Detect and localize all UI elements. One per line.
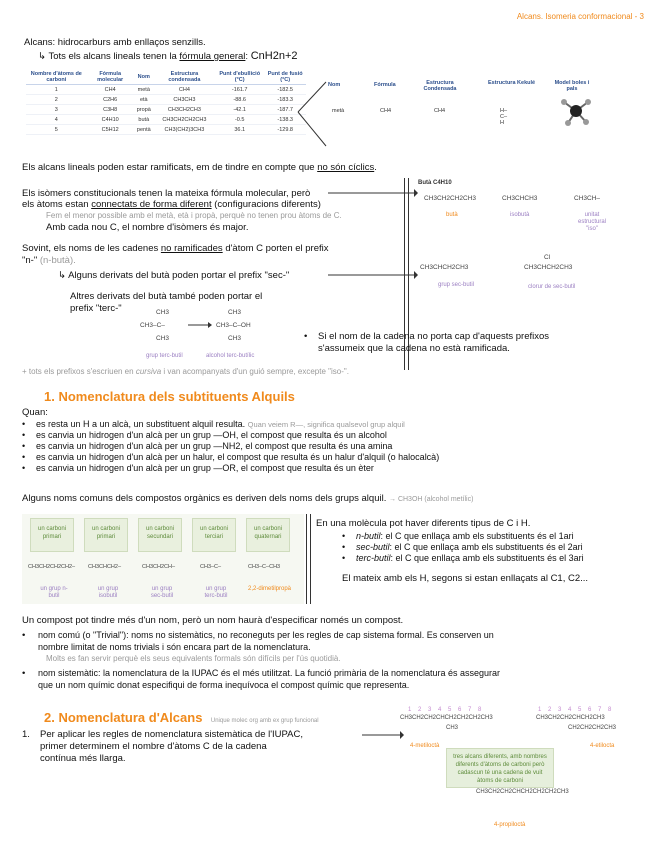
tert-formula: CH3 — [156, 335, 170, 342]
arrow-icon — [362, 730, 404, 740]
naming-bullet-common-line2: nombre limitat de noms trivials i són encara part de la nomenclatura. — [38, 642, 311, 652]
table-row: 4 C4H10 butà CH3CH2CH2CH3 -0.5 -138.3 — [26, 115, 306, 125]
carbon-card: un carboni quaternari — [246, 518, 290, 552]
tert-note-line2: s'assumeix que la cadena no està ramificada. — [318, 343, 510, 354]
tert-formula: CH3–C– — [140, 322, 165, 329]
section-label: Quan: — [22, 407, 48, 418]
common-names-note: Alguns noms comuns dels compostos orgànics es deriven dels noms dels grups alquil. → CH3OH (alcohol metílic) — [22, 493, 474, 504]
sec-butyl-formula: CH3CHCH2CH3 — [420, 264, 469, 271]
branched-note: Els alcans lineals poden estar ramificats, em de tindre en compte que no són cíclics. — [22, 162, 377, 173]
iso-unit-formula: CH3CH– — [574, 195, 601, 202]
arrow-icon: ↳ — [58, 270, 66, 281]
propyl-octane-label: 4-propiloctà — [494, 822, 526, 828]
list-item: • es canvia un hidrogen d'un alcà per un grup —NH2, el compost que resulta és una amina — [22, 441, 439, 452]
carbon-group-label: un grup sec-butil — [150, 586, 174, 599]
chloride-cl: Cl — [544, 254, 551, 261]
comparison-box: tres alcans diferents, amb nombres diferents d'àtoms de carboni però cadascun té una cadena de vuit àtoms de carboni — [446, 748, 554, 788]
column-header: Nombre d'àtoms de carboni — [26, 70, 87, 85]
tert-line2: prefix "terc-" — [70, 303, 122, 314]
carbon-card: un carboni primari — [84, 518, 128, 552]
divider — [306, 514, 307, 604]
table-header-row — [26, 70, 306, 85]
list-item: • sec-butil: el C que enllaça amb els substituents és el 2ari — [342, 542, 584, 553]
sec-line3: ↳ Alguns derivats del butà poden portar el prefix "sec-" — [58, 270, 290, 281]
table-row: 2 C2H6 età CH3CH3 -88.6 -183.3 — [26, 95, 306, 105]
arrow-icon — [188, 321, 212, 329]
chain-numbers: 1 2 3 4 5 6 7 8 — [408, 707, 484, 713]
butane-title: Butà C4H10 — [418, 180, 452, 186]
butane-formula: CH3CH2CH2CH3 — [424, 195, 477, 202]
types-intro: En una molècula pot haver diferents tipus de C i H. — [316, 518, 531, 529]
divider — [310, 514, 311, 604]
carbon-card: un carboni terciari — [192, 518, 236, 552]
carbon-card: un carboni secundari — [138, 518, 182, 552]
intro-line: Alcans: hidrocarburs amb enllaços senzills. — [24, 37, 206, 48]
list-item: • es canvia un hidrogen d'un alcà per un grup —OH, el compost que resulta és un alcohol — [22, 430, 439, 441]
octane-label: 4-metiloctà — [410, 743, 440, 749]
list-item: • n-butil: el C que enllaça amb els substituents és el 1ari — [342, 531, 584, 542]
ethyl-octane-formula: CH3CH2CH2CHCH2CH3 — [536, 715, 605, 721]
tert-butyl-label: grup terc-butil — [146, 353, 183, 359]
sec-butyl-chloride-formula: CH3CHCH2CH3 — [524, 264, 573, 271]
column-header: Estructura condensada — [154, 70, 215, 85]
prefix-note: + tots els prefixos s'escriuen en cursiva i van acompanyats d'un guió sempre, excepte "iso-". — [22, 367, 349, 376]
carbon-card: un carboni primari — [30, 518, 74, 552]
chain-numbers: 1 2 3 4 5 6 7 8 — [538, 707, 614, 713]
table-row: 1 CH4 metà CH4 -161.7 -182.5 — [26, 85, 306, 95]
page-title: Alcans. Isomeria conformacional - 3 — [516, 12, 644, 21]
sec-line2: "n-" (n-butà). — [22, 255, 76, 266]
naming-grey-note: Molts es fan servir perquè els seus equivalents formals són difícils per l'ús quotidià. — [46, 654, 341, 663]
intro-general-formula: ↳ Tots els alcans lineals tenen la fórmula general: CnH2n+2 — [38, 50, 298, 62]
bracket-lines — [296, 78, 330, 150]
types-outro: El mateix amb els H, segons si estan enllaçats al C1, C2... — [342, 573, 589, 584]
isomers-line1: Els isòmers constitucionals tenen la mateixa fórmula molecular, però — [22, 188, 311, 199]
tert-line1: Altres derivats del butà també poden portar el — [70, 291, 263, 302]
column-header: Fórmula molecular — [87, 70, 134, 85]
general-formula: CnH2n+2 — [250, 50, 298, 62]
carbon-group-label: un grup n-butil — [40, 586, 68, 599]
table-row: 5 C5H12 pentà CH3(CH2)3CH3 36.1 -129.8 — [26, 125, 306, 135]
section2-item1-line2: primer determinem el nombre d'àtoms C de la cadena — [40, 741, 267, 752]
list-item: • terc-butil: el C que enllaça amb els substituents és el 3ari — [342, 553, 584, 564]
table-row: 3 C3H8 propà CH3CH2CH3 -42.1 -187.7 — [26, 105, 306, 115]
butane-label: butà — [446, 212, 458, 218]
alkane-table — [26, 70, 306, 135]
carbon-group-label: 2,2-dimetilpropà — [248, 586, 292, 592]
arrow-icon — [328, 268, 418, 282]
substituent-list — [22, 419, 439, 474]
list-item: • es canvia un hidrogen d'un alcà per un halur, el compost que resulta és un halur d'alquil (o halocalcà) — [22, 452, 439, 463]
column-header: Punt de fusió (°C) — [264, 70, 306, 85]
naming-bullet-systematic-line2: que un nom químic donat especifiqui de forma inequívoca el compost químic que representa. — [38, 680, 410, 690]
ethyl-octane-label: 4-etilocta — [590, 743, 615, 749]
isobutane-label: isobutà — [510, 212, 530, 218]
sec-line1: Sovint, els noms de les cadenes no ramificades d'àtom C porten el prefix — [22, 243, 329, 254]
section2-heading: 2. Nomenclatura d'Alcans Unique molec org amb ex grup funcional — [44, 710, 319, 725]
section2-item1-line3: contínua més llarga. — [40, 753, 126, 764]
isomers-line2: els àtoms estan connectats de forma diferent (configuracions diferents) — [22, 199, 321, 210]
list-item: • es resta un H a un alcà, un substituent alquil resulta. Quan veiem R—, significa qualsevol grup alquil — [22, 419, 439, 430]
tert-alcohol-formula: CH3 — [228, 309, 242, 316]
carbon-formula: CH3CH2CH– — [142, 564, 176, 570]
propyl-octane-formula: CH3CH2CH2CHCH2CH2CH2CH3 — [476, 789, 569, 795]
arrow-icon: ↳ — [38, 51, 46, 62]
sec-butyl-label: grup sec-butil — [437, 282, 475, 288]
carbon-group-label: un grup terc-butil — [204, 586, 228, 599]
methyl-branch: CH3 — [446, 725, 459, 731]
column-header: Punt d'ebullició (°C) — [215, 70, 264, 85]
list-item: • es canvia un hidrogen d'un alcà per un grup —OR, el compost que resulta és un èter — [22, 463, 439, 474]
section-title: 2. Nomenclatura d'Alcans — [44, 710, 203, 725]
naming-intro: Un compost pot tindre més d'un nom, però un nom haurà d'especificar només un compost. — [22, 615, 404, 626]
carbon-formula: CH3CHCH2– — [88, 564, 122, 570]
types-list — [342, 531, 584, 564]
isomers-grey-note: Fem el menor possible amb el metà, età i propà, perquè no tenen prou àtoms de C. — [46, 211, 342, 220]
carbon-group-label: un grup isobutil — [97, 586, 119, 599]
carbon-formula: CH3–C–CH3 — [248, 564, 281, 570]
isomers-line3: Amb cada nou C, el nombre d'isòmers és major. — [46, 222, 249, 233]
tert-alcohol-label: alcohol terc-butílic — [206, 353, 255, 359]
iso-unit-label: unitat estructural "iso" — [577, 212, 606, 232]
tert-alcohol-formula: CH3 — [228, 335, 242, 342]
carbon-formula: CH3CH2CH2CH2– — [28, 564, 76, 570]
tert-alcohol-formula: CH3–C–OH — [216, 322, 251, 329]
octane-formula: CH3CH2CH2CHCH2CH2CH2CH3 — [400, 715, 493, 721]
ethyl-branch: CH2CH2CH2CH3 — [568, 725, 617, 731]
column-header: Nom — [134, 70, 154, 85]
isobutane-formula: CH3CHCH3 — [502, 195, 538, 202]
tert-formula: CH3 — [156, 309, 170, 316]
ball-and-stick-model — [558, 96, 594, 126]
sec-butyl-chloride-label: clorur de sec-butil — [528, 284, 576, 290]
section-title: 1. Nomenclatura dels subtituents Alquils — [44, 389, 295, 404]
carbon-formula: CH3–C– — [200, 564, 222, 570]
